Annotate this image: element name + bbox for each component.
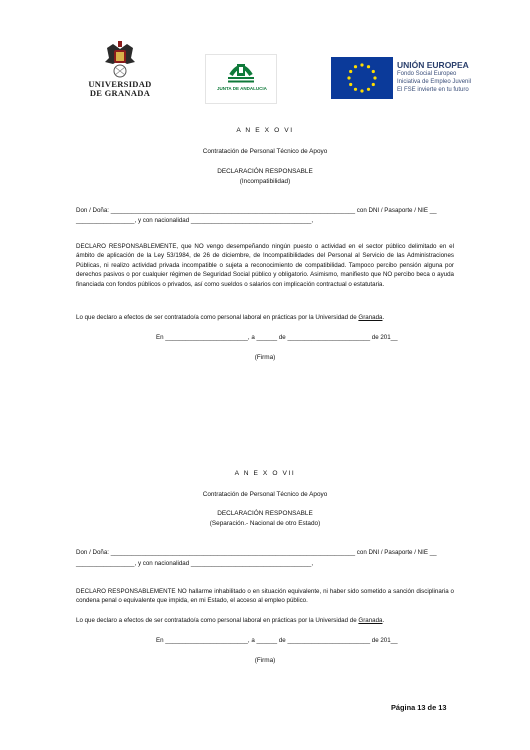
annex6-declaro-label: DECLARO RESPONSABLEMENTE, — [76, 243, 179, 250]
junta-logo — [205, 54, 277, 104]
ugr-crest-icon — [101, 40, 139, 80]
annex7-purpose-text: Lo que declaro a efectos de ser contratado/a como personal laboral en prácticas por la Universidad de — [76, 617, 359, 624]
eu-title: UNIÓN EUROPEA — [397, 60, 469, 70]
annex6-declaration — [76, 242, 454, 289]
page-number: Página 13 de 13 — [391, 703, 447, 712]
annex7-nationality-line: _________________, y con nacionalidad ___________________________________, — [76, 560, 314, 567]
annex7-declaro-label: DECLARO RESPONSABLEMENTE — [76, 588, 176, 595]
annex6-signature: (Firma) — [254, 354, 276, 361]
annex7-purpose — [76, 617, 384, 624]
annex6-purpose-end: . — [382, 314, 385, 321]
annex6-purpose-text: Lo que declaro a efectos de ser contratado/a como personal laboral en prácticas por la Universidad de — [76, 314, 359, 321]
annex7-place-date: En ________________________, a ______ de ________________________ de 201__ — [156, 637, 398, 644]
junta-emblem-icon — [206, 55, 276, 85]
annex6-declaro-body: que NO vengo desempeñando ningún puesto o actividad en el sector público delimitado en el ámbito de aplicación de la Ley 53/1984, de 26 de diciembre, de Incompatibilidades del Personal al Servicio de las Administraciones Públicas, ni realizo actividad privada incompatible o sujeta a reconocimiento de compatibilidad. Tampoco percibo pensión alguna por derechos pasivos o por cualquier régimen de Seguridad Social público y obligatorio. Asimismo, manifiesto que NO percibo beca o ayuda financiada con fondos públicos o privados, así como sueldos o salarios con implicación contractual o estatutaria. — [76, 243, 454, 288]
ugr-logo — [80, 40, 160, 102]
annex7-declaration — [76, 587, 454, 606]
eu-fund: Fondo Social Europeo — [397, 71, 457, 77]
annex7-name-line: Don / Doña: _______________________________________________________________________ con DNI / Pasaporte / NIE __ — [76, 549, 437, 556]
junta-text: JUNTA DE ANDALUCIA — [217, 86, 267, 91]
eu-stars-icon — [331, 57, 393, 99]
annex7-declaro-body: NO hallarme inhabilitado o en situación equivalente, ni haber sido sometido a sanción disciplinaria o condena penal o equivalente que impida, en mi Estado, el acceso al empleo público. — [76, 588, 454, 605]
ugr-name-line1: UNIVERSIDAD — [88, 79, 152, 89]
annex6-decl-sub: (Incompatibilidad) — [239, 178, 291, 185]
eu-text-block — [397, 60, 507, 94]
annex7-granada-link[interactable]: Granada — [358, 617, 383, 624]
annex7-purpose-end: . — [382, 617, 385, 624]
annex6-purpose — [76, 314, 384, 321]
annex7-decl-title: DECLARACIÓN RESPONSABLE — [217, 510, 313, 517]
annex6-place-date: En ________________________, a ______ de ________________________ de 201__ — [156, 334, 398, 341]
annex6-decl-title: DECLARACIÓN RESPONSABLE — [217, 168, 313, 175]
annex7-subtitle: Contratación de Personal Técnico de Apoyo — [202, 491, 328, 498]
annex6-nationality-line: _________________, y con nacionalidad ___________________________________, — [76, 217, 314, 224]
eu-flag — [331, 57, 393, 99]
annex6-granada-link[interactable]: Granada — [358, 314, 383, 321]
annex6-title: A N E X O VI — [236, 127, 294, 134]
ugr-name-line2: DE GRANADA — [89, 88, 151, 98]
annex7-title: A N E X O VII — [234, 470, 296, 477]
annex6-name-line: Don / Doña: _______________________________________________________________________ con DNI / Pasaporte / NIE __ — [76, 207, 437, 214]
eu-slogan: El FSE invierte en tu futuro — [397, 87, 469, 93]
annex7-decl-sub: (Separación.- Nacional de otro Estado) — [209, 520, 321, 527]
annex6-subtitle: Contratación de Personal Técnico de Apoyo — [202, 148, 328, 155]
annex7-signature: (Firma) — [254, 657, 276, 664]
eu-initiative: Iniciativa de Empleo Juvenil — [397, 79, 472, 85]
